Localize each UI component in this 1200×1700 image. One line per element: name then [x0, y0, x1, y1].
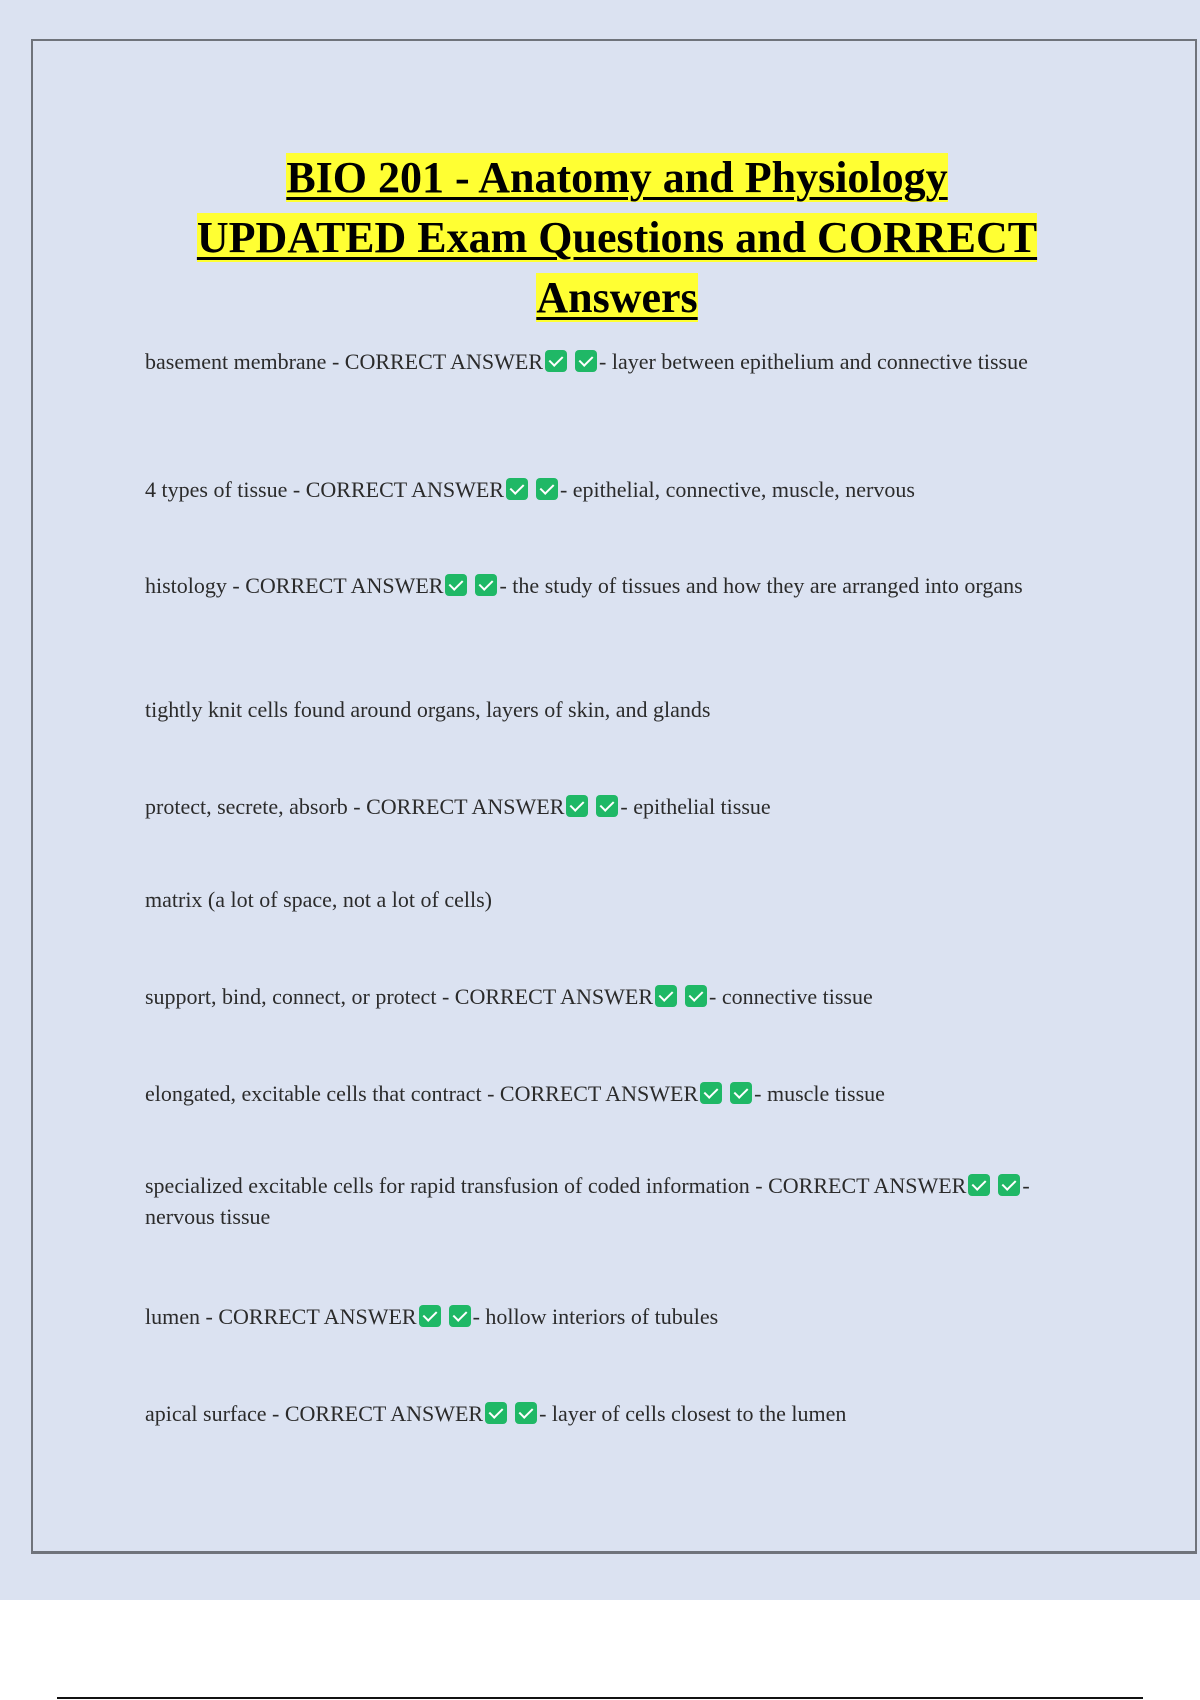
qa-item — [145, 981, 1085, 1012]
qa-separator: - — [200, 1304, 219, 1329]
qa-item — [145, 474, 1085, 505]
check-box-icon — [566, 795, 588, 817]
qa-label: CORRECT ANSWER — [454, 984, 654, 1009]
check-box-icon — [485, 1402, 507, 1424]
qa-term: 4 types of tissue — [145, 477, 288, 502]
qa-item — [145, 346, 1085, 377]
qa-answer: - epithelial, connective, muscle, nervous — [559, 477, 915, 502]
qa-item — [145, 694, 1085, 725]
check-box-icon — [730, 1082, 752, 1104]
check-box-icon — [445, 574, 467, 596]
check-box-icon — [685, 985, 707, 1007]
title-line-3: Answers — [536, 273, 698, 322]
qa-separator: - — [749, 1173, 769, 1198]
title-line-1: BIO 201 - Anatomy and Physiology — [286, 153, 948, 202]
qa-label: CORRECT ANSWER — [344, 349, 544, 374]
qa-label: CORRECT ANSWER — [768, 1173, 967, 1198]
check-box-icon — [998, 1174, 1020, 1196]
qa-text: tightly knit cells found around organs, layers of skin, and glands — [145, 697, 711, 722]
qa-term: support, bind, connect, or protect — [145, 984, 437, 1009]
qa-label: CORRECT ANSWER — [499, 1081, 699, 1106]
qa-term: specialized excitable cells for rapid transfusion of coded information — [145, 1173, 750, 1198]
qa-answer: - epithelial tissue — [620, 794, 771, 819]
qa-term: lumen — [145, 1304, 200, 1329]
qa-separator: - — [266, 1401, 285, 1426]
qa-label: CORRECT ANSWER — [245, 573, 444, 598]
qa-label: CORRECT ANSWER — [284, 1401, 484, 1426]
qa-answer: - layer between epithelium and connective tissue — [599, 349, 1028, 374]
qa-label: CORRECT ANSWER — [305, 477, 504, 502]
qa-item — [145, 884, 1085, 915]
qa-separator: - — [226, 573, 246, 598]
qa-separator: - — [481, 1081, 500, 1106]
qa-separator: - — [347, 794, 367, 819]
qa-label: CORRECT ANSWER — [218, 1304, 417, 1329]
check-box-icon — [419, 1305, 441, 1327]
qa-term: apical surface — [145, 1401, 267, 1426]
qa-item — [145, 1170, 1085, 1232]
check-box-icon — [506, 478, 528, 500]
qa-term: basement membrane — [145, 349, 327, 374]
check-box-icon — [449, 1305, 471, 1327]
check-box-icon — [596, 795, 618, 817]
qa-answer: - connective tissue — [709, 984, 873, 1009]
qa-item — [145, 570, 1085, 601]
qa-answer: - nervous tissue — [145, 1173, 1030, 1229]
qa-item — [145, 1301, 1085, 1332]
qa-answer: - the study of tissues and how they are arranged into organs — [499, 573, 1023, 598]
qa-separator: - — [287, 477, 306, 502]
check-box-icon — [545, 350, 567, 372]
footer-divider — [57, 1697, 1143, 1699]
check-box-icon — [475, 574, 497, 596]
qa-item — [145, 1078, 1085, 1109]
check-box-icon — [515, 1402, 537, 1424]
qa-term: histology — [145, 573, 227, 598]
qa-separator: - — [326, 349, 345, 374]
qa-term: elongated, excitable cells that contract — [145, 1081, 482, 1106]
qa-item — [145, 1398, 1085, 1429]
check-box-icon — [655, 985, 677, 1007]
qa-answer: - muscle tissue — [754, 1081, 885, 1106]
check-box-icon — [700, 1082, 722, 1104]
qa-item — [145, 791, 1085, 822]
title-line-2: UPDATED Exam Questions and CORRECT — [196, 213, 1038, 262]
check-box-icon — [536, 478, 558, 500]
check-box-icon — [575, 350, 597, 372]
check-box-icon — [968, 1174, 990, 1196]
document-title — [100, 148, 1134, 328]
qa-text: matrix (a lot of space, not a lot of cells) — [145, 887, 492, 912]
qa-label: CORRECT ANSWER — [366, 794, 565, 819]
qa-answer: - hollow interiors of tubules — [472, 1304, 719, 1329]
qa-separator: - — [436, 984, 455, 1009]
qa-answer: - layer of cells closest to the lumen — [539, 1401, 847, 1426]
qa-term: protect, secrete, absorb — [145, 794, 348, 819]
